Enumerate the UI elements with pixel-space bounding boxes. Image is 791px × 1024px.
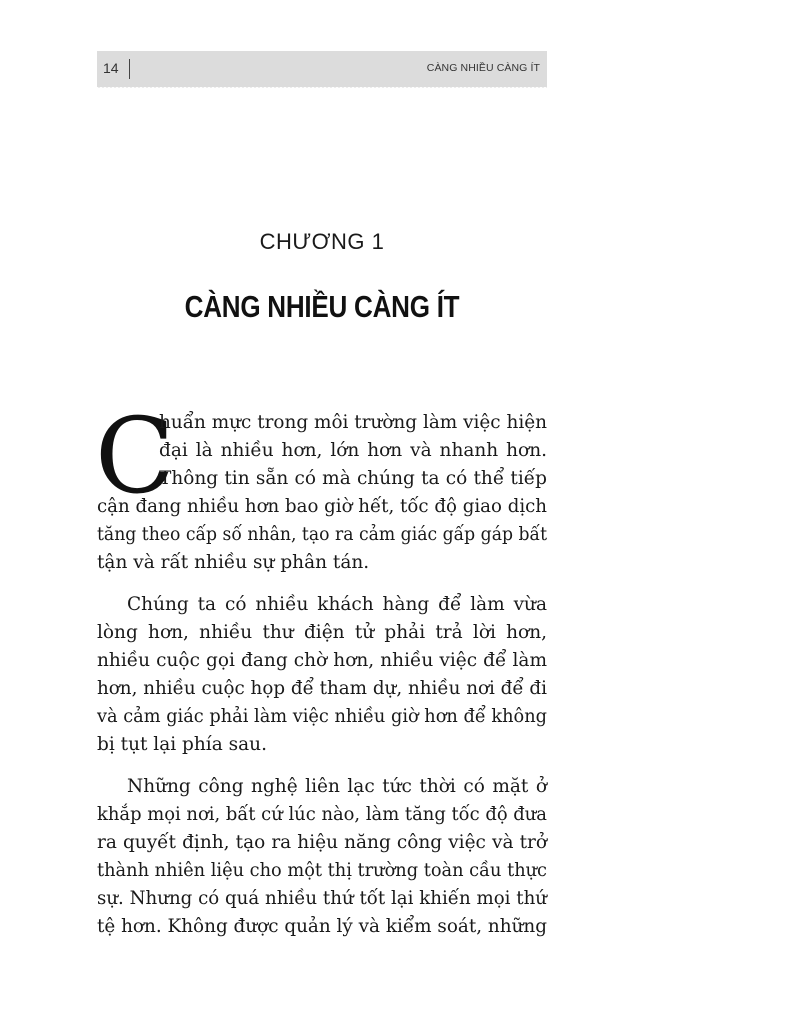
page-number: 14 <box>103 60 119 76</box>
text-line: đại là nhiều hơn, lớn hơn và nhanh hơn. <box>159 440 547 461</box>
text-line: bị tụt lại phía sau. <box>97 734 267 755</box>
text-line: nhiều cuộc gọi đang chờ hơn, nhiều việc để làm <box>97 650 547 671</box>
running-header <box>97 51 547 87</box>
drop-cap: C <box>95 395 175 517</box>
chapter-title: CÀNG NHIỀU CÀNG ÍT <box>184 289 460 324</box>
text-line: Chúng ta có nhiều khách hàng để làm vừa <box>127 594 547 615</box>
text-line: tận và rất nhiều sự phân tán. <box>97 552 370 573</box>
text-line: khắp mọi nơi, bất cứ lúc nào, làm tăng tốc độ đưa <box>97 804 547 825</box>
text-line: thành nhiên liệu cho một thị trường toàn cầu thực <box>97 860 547 881</box>
body-text <box>95 395 547 941</box>
text-line: huẩn mực trong môi trường làm việc hiện <box>159 412 547 433</box>
paragraph-3 <box>97 773 547 941</box>
paragraph-2 <box>97 591 547 759</box>
header-wavy-edge <box>97 86 547 89</box>
text-line: tăng theo cấp số nhân, tạo ra cảm giác gấp gáp bất <box>97 524 547 545</box>
text-line: lòng hơn, nhiều thư điện tử phải trả lời hơn, <box>97 622 547 643</box>
text-line: tệ hơn. Không được quản lý và kiểm soát, những <box>97 916 547 937</box>
text-line: Thông tin sẵn có mà chúng ta có thể tiếp <box>159 468 547 489</box>
running-title: CÀNG NHIỀU CÀNG ÍT <box>426 62 540 74</box>
paragraph-1 <box>95 395 547 577</box>
chapter-label: CHƯƠNG 1 <box>259 229 385 254</box>
text-line: ra quyết định, tạo ra hiệu năng công việc và trở <box>97 832 547 853</box>
text-line: hơn, nhiều cuộc họp để tham dự, nhiều nơi để đi <box>97 678 547 699</box>
text-line: sự. Nhưng có quá nhiều thứ tốt lại khiến mọi thứ <box>97 888 547 909</box>
header-separator <box>129 59 130 79</box>
text-line: cận đang nhiều hơn bao giờ hết, tốc độ giao dịch <box>97 496 547 517</box>
text-line: và cảm giác phải làm việc nhiều giờ hơn để không <box>97 706 547 727</box>
text-line: Những công nghệ liên lạc tức thời có mặt ở <box>127 776 547 797</box>
